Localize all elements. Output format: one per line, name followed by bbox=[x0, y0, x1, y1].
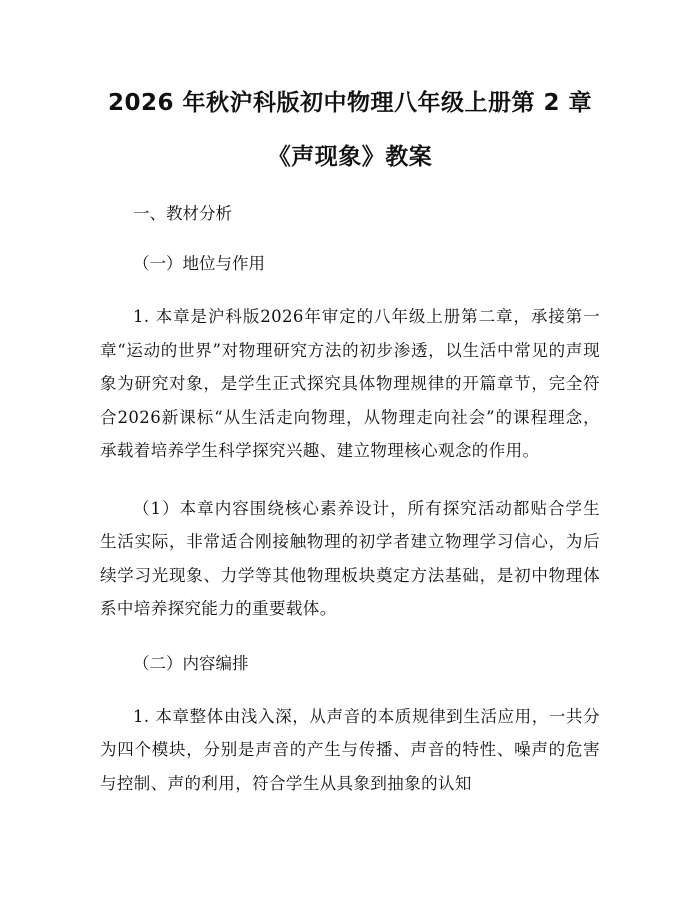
section-heading-textbook-analysis: 一、教材分析 bbox=[133, 204, 232, 223]
subsection-heading-position-role: （一）地位与作用 bbox=[133, 254, 265, 273]
document-title-line-2: 《声现象》教案 bbox=[267, 144, 433, 170]
paragraph-position-role-1: 1. 本章是沪科版2026年审定的八年级上册第二章，承接第一章“运动的世界”对物理研究方法的初步渗透，以生活中常见的声现象为研究对象，是学生正式探究具体物理规律的开篇章节，完全符合2026新课标“从生活走向物理，从物理走向社会”的课程理念，承载着培养学生科学探究兴趣、建立物理核心观念的作用。 bbox=[100, 307, 600, 460]
paragraph-position-role-2: （1）本章内容围绕核心素养设计，所有探究活动都贴合学生生活实际，非常适合刚接触物理的初学者建立物理学习信心，为后续学习光现象、力学等其他物理板块奠定方法基础，是初中物理体系中培养探究能力的重要载体。 bbox=[100, 498, 600, 618]
document-body bbox=[100, 202, 600, 800]
document-title bbox=[100, 82, 600, 178]
paragraph-content-arrangement-1: 1. 本章整体由浅入深，从声音的本质规律到生活应用，一共分为四个模块，分别是声音的产生与传播、声音的特性、噪声的危害与控制、声的利用，符合学生从具象到抽象的认知 bbox=[100, 706, 600, 793]
subsection-heading-content-arrangement: （二）内容编排 bbox=[133, 653, 249, 673]
document-title-line-1: 2026 年秋沪科版初中物理八年级上册第 2 章 bbox=[107, 90, 593, 116]
